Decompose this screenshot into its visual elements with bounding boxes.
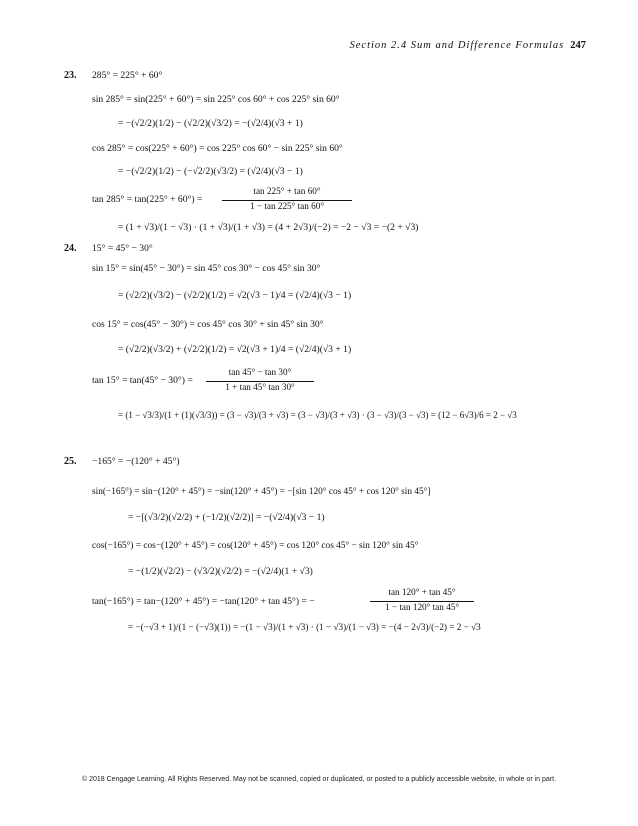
problem-23-cos-result: = −(√2/2)(1/2) − (−√2/2)(√3/2) = (√2/4)(√3 − 1) — [118, 166, 303, 177]
problem-25-tan-denominator: 1 − tan 120° tan 45° — [370, 601, 474, 612]
problem-25-sin-line: sin(−165°) = sin−(120° + 45°) = −sin(120° + 45°) = −[sin 120° cos 45° + cos 120° sin 45°] — [92, 487, 431, 497]
problem-24-number: 24. — [64, 243, 77, 254]
problem-24-tan-denominator: 1 + tan 45° tan 30° — [206, 381, 314, 392]
problem-24-tan-result: = (1 − √3/3)/(1 + (1)(√3/3)) = (3 − √3)/(3 + √3) = (3 − √3)/(3 + √3) · (3 − √3)/(3 − √3) = (12 − 6√3)/6 = 2 − √3 — [118, 410, 517, 420]
problem-23-tan-result: = (1 + √3)/(1 − √3) · (1 + √3)/(1 + √3) = (4 + 2√3)/(−2) = −2 − √3 = −(2 + √3) — [118, 222, 419, 233]
problem-24-tan-line: tan 15° = tan(45° − 30°) = — [92, 375, 193, 386]
page-number: 247 — [570, 40, 586, 51]
problem-23-tan-line: tan 285° = tan(225° + 60°) = — [92, 194, 203, 205]
problem-24-sin-result: = (√2/2)(√3/2) − (√2/2)(1/2) = √2(√3 − 1)/4 = (√2/4)(√3 − 1) — [118, 290, 352, 301]
problem-23-statement: 285° = 225° + 60° — [92, 70, 163, 81]
problem-23-number: 23. — [64, 70, 77, 81]
problem-23-tan-numerator: tan 225° + tan 60° — [253, 186, 321, 196]
problem-23-tan-denominator: 1 − tan 225° tan 60° — [222, 200, 352, 211]
problem-24-statement: 15° = 45° − 30° — [92, 243, 153, 254]
problem-23-cos-line: cos 285° = cos(225° + 60°) = cos 225° cos 60° − sin 225° sin 60° — [92, 143, 343, 154]
problem-25-tan-numerator: tan 120° + tan 45° — [388, 587, 456, 597]
problem-25-tan-result: = −(−√3 + 1)/(1 − (−√3)(1)) = −(1 − √3)/(1 + √3) · (1 − √3)/(1 − √3) = −(4 − 2√3)/(−2) = 2 − √3 — [128, 622, 481, 632]
section-title: Section 2.4 Sum and Difference Formulas — [349, 40, 565, 51]
copyright-footer: © 2018 Cengage Learning. All Rights Reserved. May not be scanned, copied or duplicated, or posted to a publicly accessible website, in whole or in part. — [81, 776, 557, 783]
problem-24-cos-result: = (√2/2)(√3/2) + (√2/2)(1/2) = √2(√3 + 1)/4 = (√2/4)(√3 + 1) — [118, 344, 352, 355]
problem-25-sin-result: = −[(√3/2)(√2/2) + (−1/2)(√2/2)] = −(√2/4)(√3 − 1) — [128, 512, 325, 523]
problem-24-sin-line: sin 15° = sin(45° − 30°) = sin 45° cos 30° − cos 45° sin 30° — [92, 263, 321, 274]
problem-25-tan-line: tan(−165°) = tan−(120° + 45°) = −tan(120° + tan 45°) = − — [92, 596, 315, 607]
problem-25-cos-result: = −(1/2)(√2/2) − (√3/2)(√2/2) = −(√2/4)(1 + √3) — [128, 566, 313, 577]
problem-24-tan-numerator: tan 45° − tan 30° — [228, 367, 292, 377]
problem-25-statement: −165° = −(120° + 45°) — [92, 456, 180, 467]
problem-23-sin-line: sin 285° = sin(225° + 60°) = sin 225° cos 60° + cos 225° sin 60° — [92, 94, 340, 105]
problem-25-cos-line: cos(−165°) = cos−(120° + 45°) = cos(120° + 45°) = cos 120° cos 45° − sin 120° sin 45° — [92, 541, 419, 551]
problem-24-cos-line: cos 15° = cos(45° − 30°) = cos 45° cos 30° + sin 45° sin 30° — [92, 319, 324, 330]
problem-25-number: 25. — [64, 456, 77, 467]
running-header — [350, 40, 587, 51]
problem-23-sin-result: = −(√2/2)(1/2) − (√2/2)(√3/2) = −(√2/4)(√3 + 1) — [118, 118, 303, 129]
